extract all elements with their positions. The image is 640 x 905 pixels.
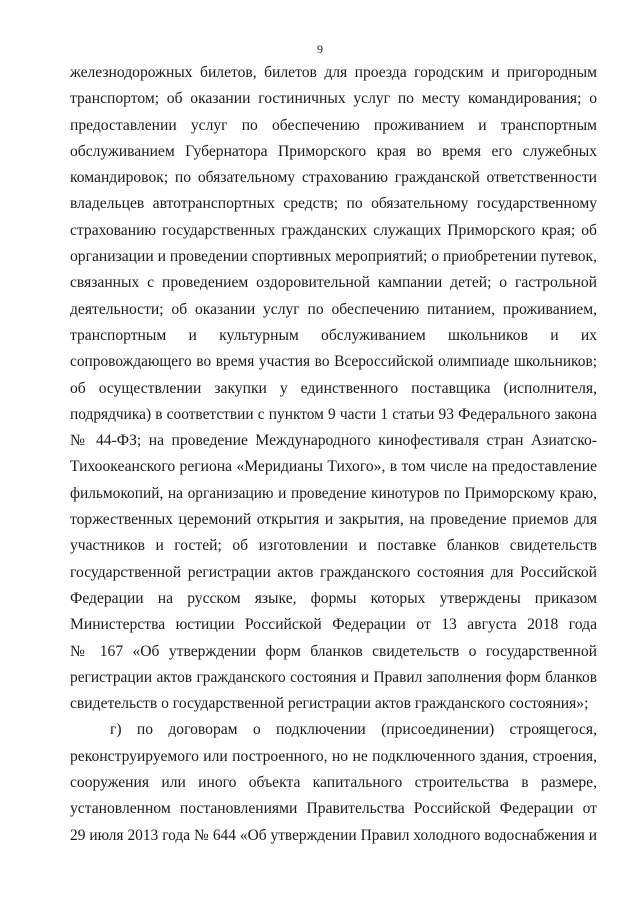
text-line: регистрации актов гражданского состояния и Правил заполнения форм бланков	[70, 668, 597, 686]
text-line: транспортным и культурным обслуживанием школьников и их	[70, 326, 597, 344]
text-line: г) по договорам о подключении (присоединении) строящегося,	[110, 721, 597, 739]
text-line: 29 июля 2013 года № 644 «Об утверждении Правил холодного водоснабжения и	[70, 826, 597, 844]
text-line: страхованию государственных гражданских служащих Приморского края; об	[70, 221, 597, 239]
text-line: участников и гостей; об изготовлении и поставке бланков свидетельств	[70, 537, 597, 555]
text-line: Министерства юстиции Российской Федерации от 13 августа 2018 года	[70, 616, 597, 634]
text-line: реконструируемого или построенного, но не подключенного здания, строения,	[70, 747, 597, 765]
text-line: организации и проведении спортивных мероприятий; о приобретении путевок,	[70, 248, 597, 266]
text-line: об осуществлении закупки у единственного поставщика (исполнителя,	[70, 379, 597, 397]
text-line: торжественных церемоний открытия и закрытия, на проведение приемов для	[70, 511, 597, 529]
text-line: № 44-ФЗ; на проведение Международного кинофестиваля стран Азиатско-	[70, 432, 597, 450]
text-line: транспортом; об оказании гостиничных услуг по месту командирования; о	[70, 90, 597, 108]
text-line: Тихоокеанского региона «Меридианы Тихого», в том числе на предоставление	[70, 458, 597, 476]
text-line: деятельности; об оказании услуг по обеспечению питанием, проживанием,	[70, 300, 597, 318]
text-line: предоставлении услуг по обеспечению проживанием и транспортным	[70, 116, 597, 134]
text-line: установленном постановлениями Правительства Российской Федерации от	[70, 800, 597, 818]
text-line: № 167 «Об утверждении форм бланков свидетельств о государственной	[70, 642, 597, 660]
body-text	[70, 60, 597, 849]
text-line: сооружения или иного объекта капитального строительства в размере,	[70, 774, 597, 792]
text-line: сопровождающего во время участия во Всероссийской олимпиаде школьников;	[70, 353, 597, 371]
text-line: фильмокопий, на организацию и проведение кинотуров по Приморскому краю,	[70, 484, 597, 502]
text-line: государственной регистрации актов гражданского состояния для Российской	[70, 563, 597, 581]
text-line: связанных с проведением оздоровительной кампании детей; о гастрольной	[70, 274, 597, 292]
text-line: владельцев автотранспортных средств; по обязательному государственному	[70, 195, 597, 213]
text-line: командировок; по обязательному страхованию гражданской ответственности	[70, 169, 597, 187]
text-line: свидетельств о государственной регистрации актов гражданского состояния»;	[70, 695, 589, 713]
text-line: обслуживанием Губернатора Приморского края во время его служебных	[70, 142, 597, 160]
text-line: подрядчика) в соответствии с пунктом 9 части 1 статьи 93 Федерального закона	[70, 405, 597, 423]
page-number: 9	[317, 42, 323, 56]
text-line: Федерации на русском языке, формы которых утверждены приказом	[70, 589, 597, 607]
text-line: железнодорожных билетов, билетов для проезда городским и пригородным	[70, 64, 597, 81]
